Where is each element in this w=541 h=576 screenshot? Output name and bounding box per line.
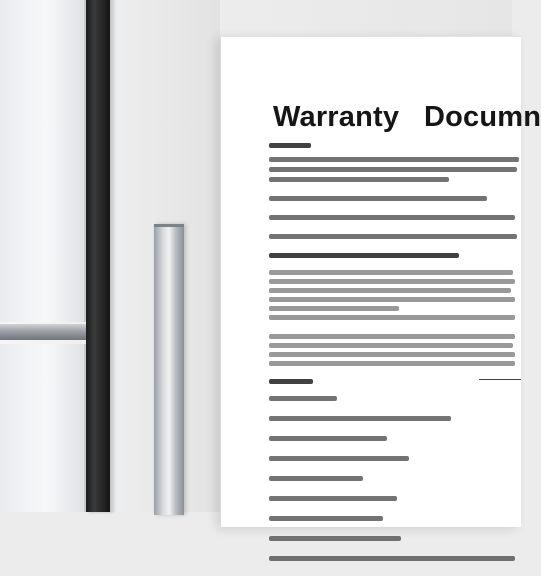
- text-line: [269, 157, 519, 162]
- text-line: [269, 143, 311, 148]
- text-line: [269, 536, 401, 541]
- fridge-door-trim: [110, 0, 116, 512]
- text-line: [269, 315, 515, 320]
- text-line: [269, 288, 511, 293]
- text-line: [269, 361, 515, 366]
- fridge-door-handle: [154, 224, 184, 515]
- text-line: [269, 396, 337, 401]
- document-body-text: [269, 143, 531, 576]
- refrigerator: [0, 0, 220, 512]
- text-line: [269, 297, 515, 302]
- text-line: [269, 270, 513, 275]
- fridge-glass-upper: [0, 0, 86, 322]
- text-line: [269, 352, 515, 357]
- text-line: [269, 476, 363, 481]
- text-line: [269, 279, 515, 284]
- text-line: [269, 306, 399, 311]
- text-line: [269, 196, 487, 201]
- text-line: [269, 334, 515, 339]
- warranty-document: [220, 36, 541, 527]
- text-line: [269, 343, 513, 348]
- fridge-door-frame: [86, 0, 110, 512]
- text-line: [269, 456, 409, 461]
- text-line: [269, 556, 515, 561]
- text-line: [269, 416, 451, 421]
- signature-line: [479, 379, 521, 380]
- text-line: [269, 177, 449, 182]
- text-line: [269, 234, 517, 239]
- text-line: [269, 167, 517, 172]
- text-line: [269, 215, 515, 220]
- text-line: [269, 253, 459, 258]
- text-line: [269, 496, 397, 501]
- text-line: [269, 516, 383, 521]
- text-line: [269, 379, 313, 384]
- text-line: [269, 436, 387, 441]
- fridge-glass-lower: [0, 344, 86, 512]
- document-title: Warranty Documn: [273, 101, 541, 133]
